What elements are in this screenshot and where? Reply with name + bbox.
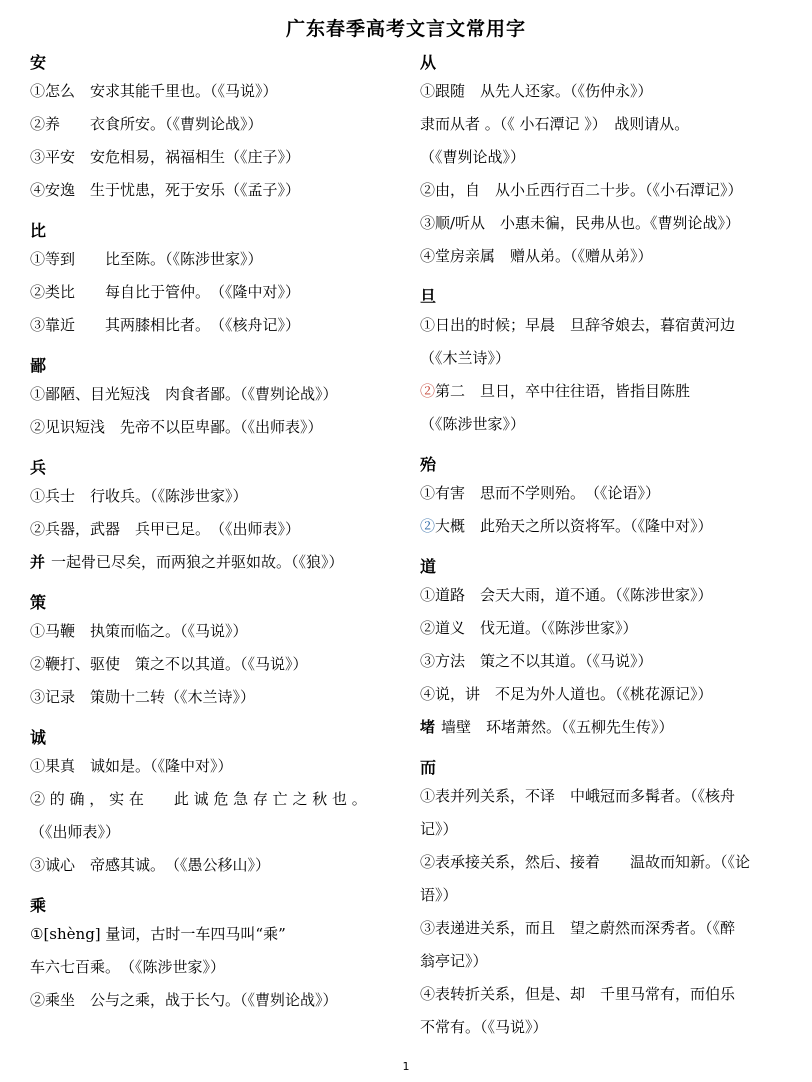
entry-line: ④表转折关系，但是、却 千里马常有，而伯乐 xyxy=(420,985,736,1003)
page-title: 广东春季高考文言文常用字 xyxy=(285,18,526,40)
entry-line: ②由，自 从小丘西行百二十步。（《小石潭记》） xyxy=(420,181,743,199)
entry-head-an: 安 xyxy=(30,53,47,72)
entry-line: ④堂房亲属 赠从弟。（《赠从弟》） xyxy=(420,247,653,265)
entry-line: 翁亭记》） xyxy=(420,952,488,970)
entry-line: ①有害 思而不学则殆。 （《论语》） xyxy=(420,484,661,502)
entry-line: ③平安 安危相易，祸福相生（《庄子》） xyxy=(30,148,301,166)
entry-head-dai: 殆 xyxy=(420,455,437,474)
entry-line: （《陈涉世家》） xyxy=(420,415,526,433)
entry-head-bing: 兵 xyxy=(30,458,47,477)
entry-text: 大概 此殆天之所以资将军。（《隆中对》） xyxy=(435,517,713,535)
entry-line xyxy=(420,375,790,408)
entry-head-cheng: 诚 xyxy=(30,728,47,747)
entry-head-bi2: 鄙 xyxy=(30,356,47,375)
entry-line: ①果真 诚如是。（《隆中对》） xyxy=(30,757,233,775)
entry-line: ①[shèng] 量词，古时一车四马叫“乘” xyxy=(30,925,286,943)
entry-line: ①鄙陋、目光短浅 肉食者鄙。（《曹刿论战》） xyxy=(30,385,338,403)
number-mark: ② xyxy=(420,382,436,400)
entry-line: ②见识短浅 先帝不以臣卑鄙。（《出师表》） xyxy=(30,418,323,436)
entry-line: （《木兰诗》） xyxy=(420,349,511,367)
entry-line: ②道义 伐无道。（《陈涉世家》） xyxy=(420,619,638,637)
entry-line: ①跟随 从先人还家。（《伤仲永》） xyxy=(420,82,653,100)
entry-head-sheng: 乘 xyxy=(30,896,47,915)
entry-text: 第二 旦日，卒中往往语，皆指目陈胜 xyxy=(435,382,691,400)
entry-line: ④安逸 生于忧患，死于安乐（《孟子》） xyxy=(30,181,301,199)
right-column xyxy=(420,50,790,1044)
entry-line: （《出师表》） xyxy=(30,823,121,841)
entry-line: ②鞭打、驱使 策之不以其道。（《马说》） xyxy=(30,655,308,673)
entry-head-ce: 策 xyxy=(30,593,47,612)
entry-head-cong: 从 xyxy=(420,53,437,72)
entry-head-dao: 道 xyxy=(420,557,437,576)
entry-head-du: 堵 xyxy=(420,718,436,736)
entry-head-er: 而 xyxy=(420,758,437,777)
entry-line: ①表并列关系，不译 中峨冠而多髯者。（《核舟 xyxy=(420,787,736,805)
entry-line: ①等到 比至陈。（《陈涉世家》） xyxy=(30,250,263,268)
entry-line: ③顺/听从 小惠未徧，民弗从也。《曹刿论战》） xyxy=(420,214,741,232)
page-number: 1 xyxy=(402,1060,410,1073)
entry-head-bing2: 并 xyxy=(30,553,46,571)
entry-line: ③诚心 帝感其诚。 （《愚公移山》） xyxy=(30,856,271,874)
entry-line: ①兵士 行收兵。（《陈涉世家》） xyxy=(30,487,248,505)
entry-line: ③表递进关系，而且 望之蔚然而深秀者。（《醉 xyxy=(420,919,736,937)
entry-line: ② 的 确 ， 实 在 此 诚 危 急 存 亡 之 秋 也 。 xyxy=(30,790,367,808)
entry-line: 车六七百乘。 （《陈涉世家》） xyxy=(30,958,226,976)
entry-line: ②乘坐 公与之乘，战于长勺。（《曹刿论战》） xyxy=(30,991,338,1009)
entry-head-bi: 比 xyxy=(30,221,47,240)
left-column xyxy=(30,50,400,1017)
entry-line: ②养 衣食所安。（《曹刿论战》） xyxy=(30,115,263,133)
entry-line: 隶而从者 。（《 小石潭记 》） 战则请从。 xyxy=(420,115,690,133)
entry-line: ④说，讲 不足为外人道也。（《桃花源记》） xyxy=(420,685,713,703)
entry-line: ②兵器，武器 兵甲已足。 （《出师表》） xyxy=(30,520,301,538)
number-mark: ② xyxy=(420,517,436,535)
entry-line: ③记录 策勋十二转（《木兰诗》） xyxy=(30,688,256,706)
entry-line-inline xyxy=(30,546,400,579)
entry-line: 记》） xyxy=(420,820,458,838)
entry-head-dan: 旦 xyxy=(420,287,437,306)
entry-text: 一起骨已尽矣，而两狼之并驱如故。（《狼》） xyxy=(51,553,344,571)
entry-line: ①怎么 安求其能千里也。（《马说》） xyxy=(30,82,278,100)
entry-line: ③靠近 其两膝相比者。 （《核舟记》） xyxy=(30,316,301,334)
entry-line: ②类比 每自比于管仲。 （《隆中对》） xyxy=(30,283,301,301)
entry-line: ③方法 策之不以其道。（《马说》） xyxy=(420,652,653,670)
entry-line: 不常有。（《马说》） xyxy=(420,1018,548,1036)
entry-line xyxy=(420,510,790,543)
entry-text: 墙壁 环堵萧然。（《五柳先生传》） xyxy=(441,718,674,736)
entry-line: ②表承接关系，然后、接着 温故而知新。（《论 xyxy=(420,853,751,871)
entry-line: （《曹刿论战》） xyxy=(420,148,526,166)
entry-line: ①日出的时候；早晨 旦辞爷娘去，暮宿黄河边 xyxy=(420,316,736,334)
entry-line: 语》） xyxy=(420,886,458,904)
entry-line-inline xyxy=(420,711,790,744)
entry-line: ①马鞭 执策而临之。（《马说》） xyxy=(30,622,248,640)
entry-line: ①道路 会天大雨，道不通。（《陈涉世家》） xyxy=(420,586,713,604)
